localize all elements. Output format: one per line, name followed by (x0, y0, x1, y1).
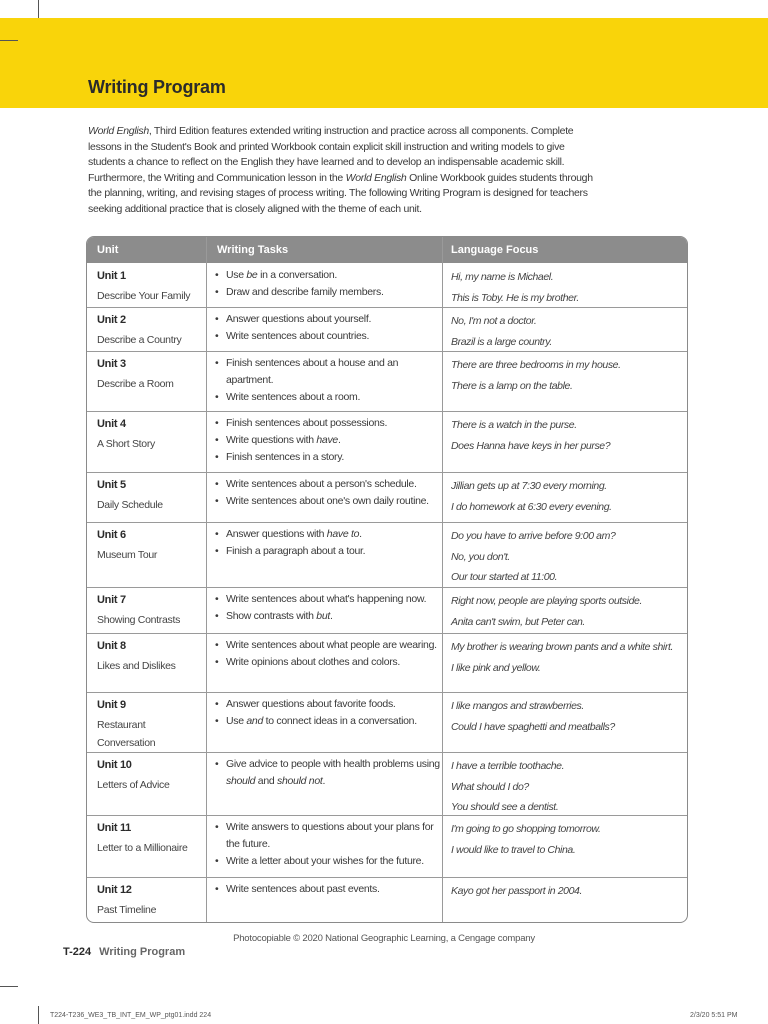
intro-line (88, 202, 608, 218)
row-divider (87, 411, 687, 412)
text-run: . (337, 434, 341, 446)
unit-number: Unit 1 (97, 270, 126, 282)
unit-description: Letter to a Millionaire (97, 842, 188, 854)
writing-task-item (215, 476, 440, 493)
writing-task-item (215, 543, 440, 560)
table-row (87, 591, 687, 633)
language-focus-cell (451, 311, 683, 352)
language-focus-example: Does Hanna have keys in her purse? (451, 439, 611, 452)
copyright-notice: Photocopiable © 2020 National Geographic Learning, a Cengage company (233, 933, 535, 944)
language-focus-example: No, you don't. (451, 550, 510, 563)
writing-task-item (215, 591, 440, 608)
language-focus-example: Our tour started at 11:00. (451, 571, 558, 583)
language-focus-example: Anita can't swim, but Peter can. (451, 615, 585, 628)
writing-task-item (215, 415, 440, 432)
language-focus-example: You should see a dentist. (451, 801, 559, 813)
writing-tasks-cell (215, 526, 440, 560)
writing-task-item (215, 432, 440, 449)
language-focus-cell (451, 819, 683, 860)
unit-number: Unit 10 (97, 759, 132, 771)
table-row (87, 881, 687, 923)
text-run: but (316, 610, 330, 622)
row-divider (87, 522, 687, 523)
unit-description: Letters of Advice (97, 779, 170, 791)
language-focus-example: Kayo got her passport in 2004. (451, 885, 583, 897)
table-row (87, 355, 687, 411)
language-focus-cell (451, 696, 683, 737)
text-run: Finish sentences about possessions. (226, 417, 388, 429)
language-focus-cell (451, 591, 683, 632)
header-writing-tasks: Writing Tasks (217, 244, 289, 256)
text-run: Write sentences about countries. (226, 330, 370, 342)
text-run: Write sentences about a room. (226, 391, 361, 403)
unit-cell (97, 526, 201, 564)
text-run: Give advice to people with health problems using (226, 758, 440, 770)
text-run: and (246, 715, 264, 727)
text-run: be (246, 269, 258, 281)
text-run: Answer questions about yourself. (226, 313, 372, 325)
language-focus-example: I like pink and yellow. (451, 661, 541, 674)
page-title: Writing Program (88, 77, 226, 97)
unit-description: Describe Your Family (97, 290, 191, 302)
language-focus-example: Right now, people are playing sports outside. (451, 595, 642, 607)
text-run: the planning, writing, and revising stages of process writing. The following Writing Program is designed for teachers (88, 187, 588, 199)
crop-mark (0, 40, 18, 41)
language-focus-example: There is a watch in the purse. (451, 419, 577, 431)
language-focus-cell (451, 756, 683, 818)
header-unit: Unit (97, 244, 119, 256)
text-run: Write answers to questions about your plans for the future. (226, 821, 434, 850)
text-run: Answer questions about favorite foods. (226, 698, 396, 710)
writing-tasks-cell (215, 355, 440, 406)
writing-task-item (215, 637, 440, 654)
unit-description: Daily Schedule (97, 499, 163, 511)
language-focus-cell (451, 637, 683, 678)
writing-tasks-cell (215, 476, 440, 510)
text-run: , Third Edition features extended writing instruction and practice across all components. Complete (148, 125, 574, 137)
table-header (87, 237, 687, 263)
table-row (87, 819, 687, 877)
unit-cell (97, 819, 201, 857)
crop-mark (0, 986, 18, 987)
row-divider (87, 472, 687, 473)
table-row (87, 696, 687, 752)
unit-number: Unit 7 (97, 594, 126, 606)
intro-line (88, 171, 608, 187)
text-run: in a conversation. (257, 269, 337, 281)
language-focus-example: No, I'm not a doctor. (451, 315, 537, 327)
language-focus-example: I like mangos and strawberries. (451, 700, 584, 712)
intro-paragraph (88, 124, 608, 217)
row-divider (87, 587, 687, 588)
language-focus-cell (451, 526, 683, 588)
text-run: World English (345, 171, 407, 184)
unit-cell (97, 591, 201, 629)
language-focus-example: Hi, my name is Michael. (451, 271, 554, 283)
writing-tasks-cell (215, 881, 440, 898)
unit-description: Past Timeline (97, 904, 157, 916)
language-focus-example: There are three bedrooms in my house. (451, 359, 621, 371)
unit-cell (97, 311, 201, 349)
writing-tasks-cell (215, 415, 440, 466)
table-row (87, 526, 687, 587)
print-slug-date: 2/3/20 5:51 PM (690, 1012, 738, 1019)
header-language-focus: Language Focus (451, 244, 539, 256)
row-divider (87, 877, 687, 878)
unit-description: Likes and Dislikes (97, 660, 176, 672)
language-focus-cell (451, 267, 683, 308)
text-run: to connect ideas in a conversation. (263, 715, 417, 727)
text-run: Write sentences about one's own daily routine. (226, 495, 429, 507)
unit-number: Unit 4 (97, 418, 126, 430)
writing-tasks-cell (215, 819, 440, 870)
table-row (87, 476, 687, 522)
writing-task-item (215, 881, 440, 898)
unit-cell (97, 267, 201, 305)
language-focus-example: Brazil is a large country. (451, 335, 552, 348)
unit-cell (97, 415, 201, 453)
text-run: Write sentences about a person's schedule. (226, 478, 417, 490)
unit-number: Unit 12 (97, 884, 132, 896)
text-run: World English (88, 125, 149, 137)
intro-line (88, 124, 608, 140)
table-row (87, 756, 687, 815)
text-run: Finish sentences in a story. (226, 451, 345, 463)
row-divider (87, 633, 687, 634)
language-focus-example: This is Toby. He is my brother. (451, 291, 579, 304)
language-focus-example: What should I do? (451, 780, 529, 793)
text-run: seeking additional practice that is closely aligned with the theme of each unit. (88, 202, 422, 215)
unit-description: Describe a Country (97, 334, 182, 346)
unit-number: Unit 6 (97, 529, 126, 541)
text-run: Write opinions about clothes and colors. (226, 656, 400, 668)
row-divider (87, 752, 687, 753)
text-run: should not (277, 775, 323, 787)
writing-tasks-cell (215, 637, 440, 671)
intro-line (88, 186, 608, 202)
text-run: Write questions with (226, 434, 317, 446)
text-run: students a chance to reflect on the English they have learned and to develop an indispensable academic skill. (88, 156, 565, 168)
writing-tasks-cell (215, 267, 440, 301)
writing-task-item (215, 267, 440, 284)
row-divider (87, 307, 687, 308)
unit-number: Unit 9 (97, 699, 126, 711)
writing-tasks-cell (215, 756, 440, 790)
language-focus-example: Jillian gets up at 7:30 every morning. (451, 480, 607, 492)
unit-cell (97, 696, 201, 752)
text-run: Finish a paragraph about a tour. (226, 545, 366, 557)
text-run: Online Workbook guides students through (406, 171, 593, 184)
language-focus-cell (451, 881, 683, 902)
text-run: and (255, 775, 278, 787)
text-run: lessons in the Student's Book and printed Workbook contain explicit skill instruction and writing models to give (88, 140, 565, 153)
writing-task-item (215, 713, 440, 730)
row-divider (87, 351, 687, 352)
page-running-title: Writing Program (99, 946, 186, 958)
writing-task-item (215, 756, 440, 790)
writing-task-item (215, 608, 440, 625)
language-focus-example: I would like to travel to China. (451, 843, 576, 856)
unit-number: Unit 11 (97, 822, 131, 834)
table-row (87, 637, 687, 692)
unit-number: Unit 5 (97, 479, 126, 491)
page-folio (63, 946, 185, 958)
text-run: Finish sentences about a house and an apartment. (226, 357, 399, 386)
language-focus-cell (451, 355, 683, 396)
text-run: Use (226, 715, 247, 727)
text-run: Write sentences about what's happening now. (226, 593, 427, 605)
row-divider (87, 692, 687, 693)
writing-task-item (215, 328, 440, 345)
writing-task-item (215, 526, 440, 543)
unit-cell (97, 355, 201, 393)
unit-description: Restaurant Conversation (97, 719, 156, 749)
writing-task-item (215, 355, 440, 389)
unit-cell (97, 476, 201, 514)
unit-number: Unit 3 (97, 358, 126, 370)
table-row (87, 267, 687, 307)
language-focus-example: I do homework at 6:30 every evening. (451, 500, 612, 513)
writing-task-item (215, 493, 440, 510)
writing-task-item (215, 696, 440, 713)
unit-description: Museum Tour (97, 549, 158, 561)
table-row (87, 311, 687, 351)
writing-task-item (215, 284, 440, 301)
text-run: Write sentences about what people are wearing. (226, 639, 437, 651)
text-run: Furthermore, the Writing and Communication lesson in the (88, 171, 346, 184)
unit-cell (97, 881, 201, 919)
language-focus-cell (451, 476, 683, 517)
intro-line (88, 140, 608, 156)
unit-description: Describe a Room (97, 378, 174, 390)
text-run: . (322, 775, 326, 787)
text-run: Draw and describe family members. (226, 286, 384, 298)
unit-description: Showing Contrasts (97, 614, 181, 626)
writing-task-item (215, 389, 440, 406)
unit-number: Unit 2 (97, 314, 126, 326)
text-run: have (316, 434, 338, 446)
writing-program-table (86, 236, 688, 923)
language-focus-example: There is a lamp on the table. (451, 379, 573, 392)
text-run: Write a letter about your wishes for the future. (226, 855, 424, 867)
writing-task-item (215, 449, 440, 466)
text-run: Use (226, 269, 247, 281)
text-run: . (359, 528, 362, 540)
text-run: should (226, 775, 256, 787)
language-focus-example: I have a terrible toothache. (451, 760, 565, 772)
text-run: Write sentences about past events. (226, 883, 380, 895)
table-row (87, 415, 687, 472)
language-focus-example: I'm going to go shopping tomorrow. (451, 823, 601, 835)
crop-mark (38, 0, 39, 18)
writing-task-item (215, 311, 440, 328)
language-focus-example: Do you have to arrive before 9:00 am? (451, 530, 616, 542)
language-focus-example: My brother is wearing brown pants and a white shirt. (451, 641, 673, 653)
unit-cell (97, 637, 201, 675)
print-slug-file: T224-T236_WE3_TB_INT_EM_WP_ptg01.indd 224 (50, 1012, 212, 1019)
writing-task-item (215, 819, 440, 853)
writing-task-item (215, 654, 440, 671)
writing-tasks-cell (215, 311, 440, 345)
text-run: Answer questions with (226, 528, 327, 540)
crop-mark (38, 1006, 39, 1024)
text-run: have to (326, 528, 360, 540)
intro-line (88, 155, 608, 171)
unit-cell (97, 756, 201, 794)
text-run: Show contrasts with (226, 610, 317, 622)
language-focus-cell (451, 415, 683, 456)
text-run: . (330, 610, 333, 622)
writing-task-item (215, 853, 440, 870)
unit-number: Unit 8 (97, 640, 126, 652)
writing-tasks-cell (215, 696, 440, 730)
row-divider (87, 815, 687, 816)
language-focus-example: Could I have spaghetti and meatballs? (451, 720, 615, 733)
page-number: T-224 (63, 946, 92, 958)
writing-tasks-cell (215, 591, 440, 625)
unit-description: A Short Story (97, 438, 155, 450)
